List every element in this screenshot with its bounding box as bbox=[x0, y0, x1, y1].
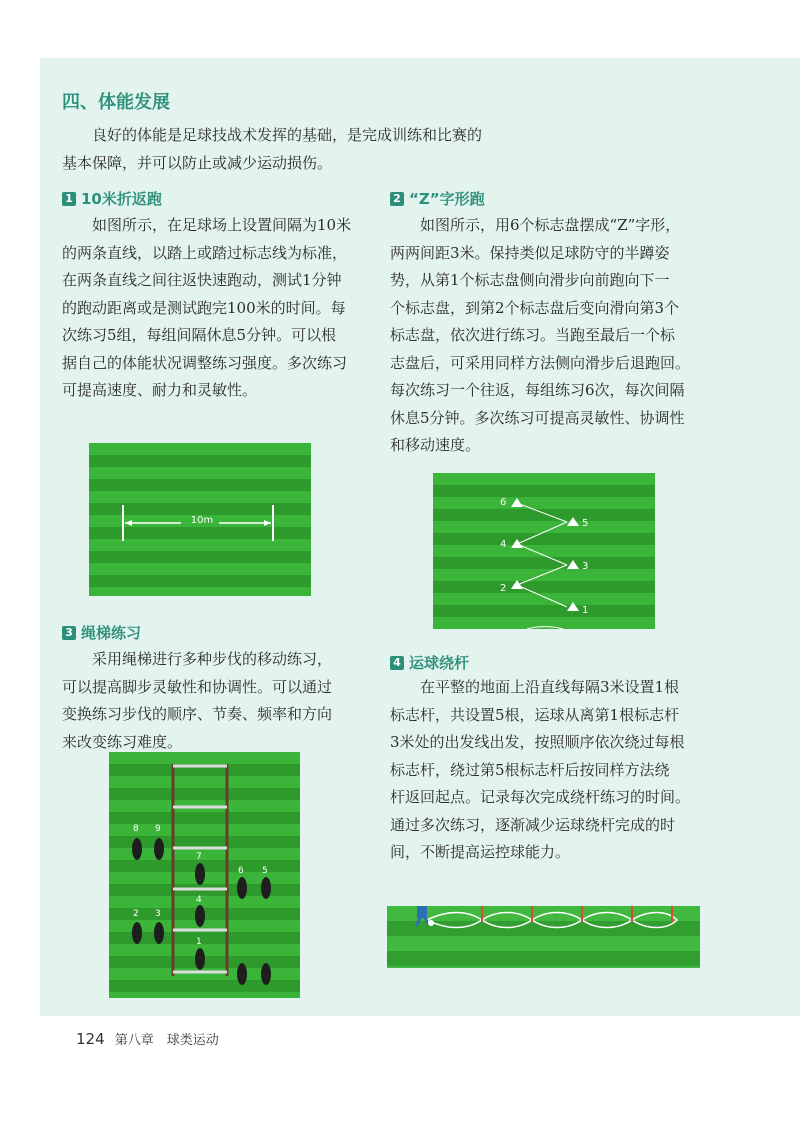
z-run-figure bbox=[433, 473, 655, 629]
text-line: 在两条直线之间往返快速跑动，测试1分钟 bbox=[62, 271, 342, 289]
step-label: 3 bbox=[155, 909, 161, 919]
text-line: 标志杆，绕过第5根标志杆后按同样方法绕 bbox=[390, 760, 670, 779]
dribble-path bbox=[427, 913, 677, 928]
text-line: 杆返回起点。记录每次完成绕杆练习的时间。 bbox=[390, 788, 691, 806]
intro-paragraph bbox=[62, 122, 532, 177]
z-run-text bbox=[390, 212, 700, 460]
cone-label: 3 bbox=[582, 561, 589, 572]
text-line: 标志杆，共设置5根，运球从离第1根标志杆 bbox=[390, 705, 680, 724]
subheading-dribbling bbox=[390, 652, 700, 673]
text-line: 个标志盘，到第2个标志盘后变向滑向第3个 bbox=[390, 298, 680, 317]
cone-label: 1 bbox=[582, 605, 589, 616]
text-line: 的跑动距离或是测试跑完100米的时间。每 bbox=[62, 298, 346, 317]
text-line: 间，不断提高运控球能力。 bbox=[390, 843, 571, 861]
page-footer bbox=[76, 1029, 219, 1048]
cone-label: 4 bbox=[500, 539, 507, 550]
number-badge: 3 bbox=[62, 626, 76, 640]
step-label: 5 bbox=[262, 866, 268, 876]
text-line: 可以提高脚步灵敏性和协调性。可以通过 bbox=[62, 677, 333, 696]
text-line: 可提高速度、耐力和灵敏性。 bbox=[62, 381, 258, 399]
text-line: 两两间距3米。保持类似足球防守的半蹲姿 bbox=[390, 243, 670, 262]
text-line: 通过多次练习，逐渐减少运球绕杆完成的时 bbox=[390, 815, 676, 834]
step-label: 7 bbox=[196, 852, 202, 862]
step-label: 2 bbox=[133, 909, 139, 919]
text-line: 3米处的出发线出发，按照顺序依次绕过每根 bbox=[390, 733, 685, 751]
text-line: 据自己的体能状况调整练习强度。多次练习 bbox=[62, 353, 348, 372]
subheading-ladder bbox=[62, 622, 362, 643]
distance-label: 10m bbox=[190, 515, 214, 526]
intro-line: 良好的体能是足球技战术发挥的基础，是完成训练和比赛的 bbox=[92, 126, 483, 144]
cone-label: 2 bbox=[500, 583, 507, 594]
text-line: 如图所示，在足球场上设置间隔为10米 bbox=[92, 216, 352, 234]
text-line: 来改变练习难度。 bbox=[62, 732, 183, 751]
subheading-title: 运球绕杆 bbox=[409, 654, 470, 672]
text-line: 势，从第1个标志盘侧向滑步向前跑向下一 bbox=[390, 271, 670, 289]
subheading-title: 绳梯练习 bbox=[81, 624, 142, 642]
text-line: 每次练习一个往返，每组练习6次，每次间隔 bbox=[390, 381, 685, 399]
subheading-z-run bbox=[390, 188, 700, 209]
text-line: 变换练习步伐的顺序、节奏、频率和方向 bbox=[62, 705, 333, 723]
z-path bbox=[517, 503, 567, 607]
chapter-title: 第八章 球类运动 bbox=[114, 1033, 219, 1048]
number-badge: 1 bbox=[62, 192, 76, 206]
subheading-title: “Z”字形跑 bbox=[409, 190, 485, 208]
number-badge: 4 bbox=[390, 656, 404, 670]
step-label: 1 bbox=[196, 937, 202, 947]
text-line: 在平整的地面上沿直线每隔3米设置1根 bbox=[420, 678, 680, 696]
subheading-shuttle-run bbox=[62, 188, 362, 209]
text-line: 采用绳梯进行多种步伐的移动练习， bbox=[92, 650, 333, 668]
cone-label: 5 bbox=[582, 518, 589, 529]
dribbling-figure bbox=[387, 906, 700, 968]
ladder-text bbox=[62, 646, 362, 756]
text-line: 休息5分钟。多次练习可提高灵敏性、协调性 bbox=[390, 408, 685, 427]
dribbling-text bbox=[390, 674, 700, 867]
step-label: 4 bbox=[196, 895, 202, 905]
text-line: 和移动速度。 bbox=[390, 436, 481, 454]
number-badge: 2 bbox=[390, 192, 404, 206]
center-arc bbox=[527, 627, 563, 629]
shuttle-run-text bbox=[62, 212, 362, 405]
intro-line: 基本保障，并可以防止或减少运动损伤。 bbox=[62, 153, 333, 172]
step-label: 9 bbox=[155, 824, 161, 834]
step-label: 6 bbox=[238, 866, 244, 876]
text-line: 志盘后，可采用同样方法侧向滑步后退跑回。 bbox=[390, 353, 691, 372]
text-line: 标志盘，依次进行练习。当跑至最后一个标 bbox=[390, 326, 676, 344]
text-line: 如图所示，用6个标志盘摆成“Z”字形， bbox=[420, 216, 681, 234]
arrowhead-right bbox=[264, 520, 271, 526]
text-line: 次练习5组，每组间隔休息5分钟。可以根 bbox=[62, 326, 337, 344]
ladder-figure bbox=[109, 752, 300, 998]
subheading-title: 10米折返跑 bbox=[81, 190, 162, 208]
shuttle-run-figure bbox=[89, 443, 311, 596]
page-number: 124 bbox=[76, 1030, 105, 1048]
arrowhead-left bbox=[125, 520, 132, 526]
cone-markers bbox=[511, 498, 579, 611]
player-figure bbox=[416, 906, 434, 926]
cone-label: 6 bbox=[500, 497, 507, 508]
text-line: 的两条直线，以踏上或踏过标志线为标准， bbox=[62, 243, 348, 262]
step-label: 8 bbox=[133, 824, 139, 834]
section-title: 四、体能发展 bbox=[62, 92, 170, 113]
